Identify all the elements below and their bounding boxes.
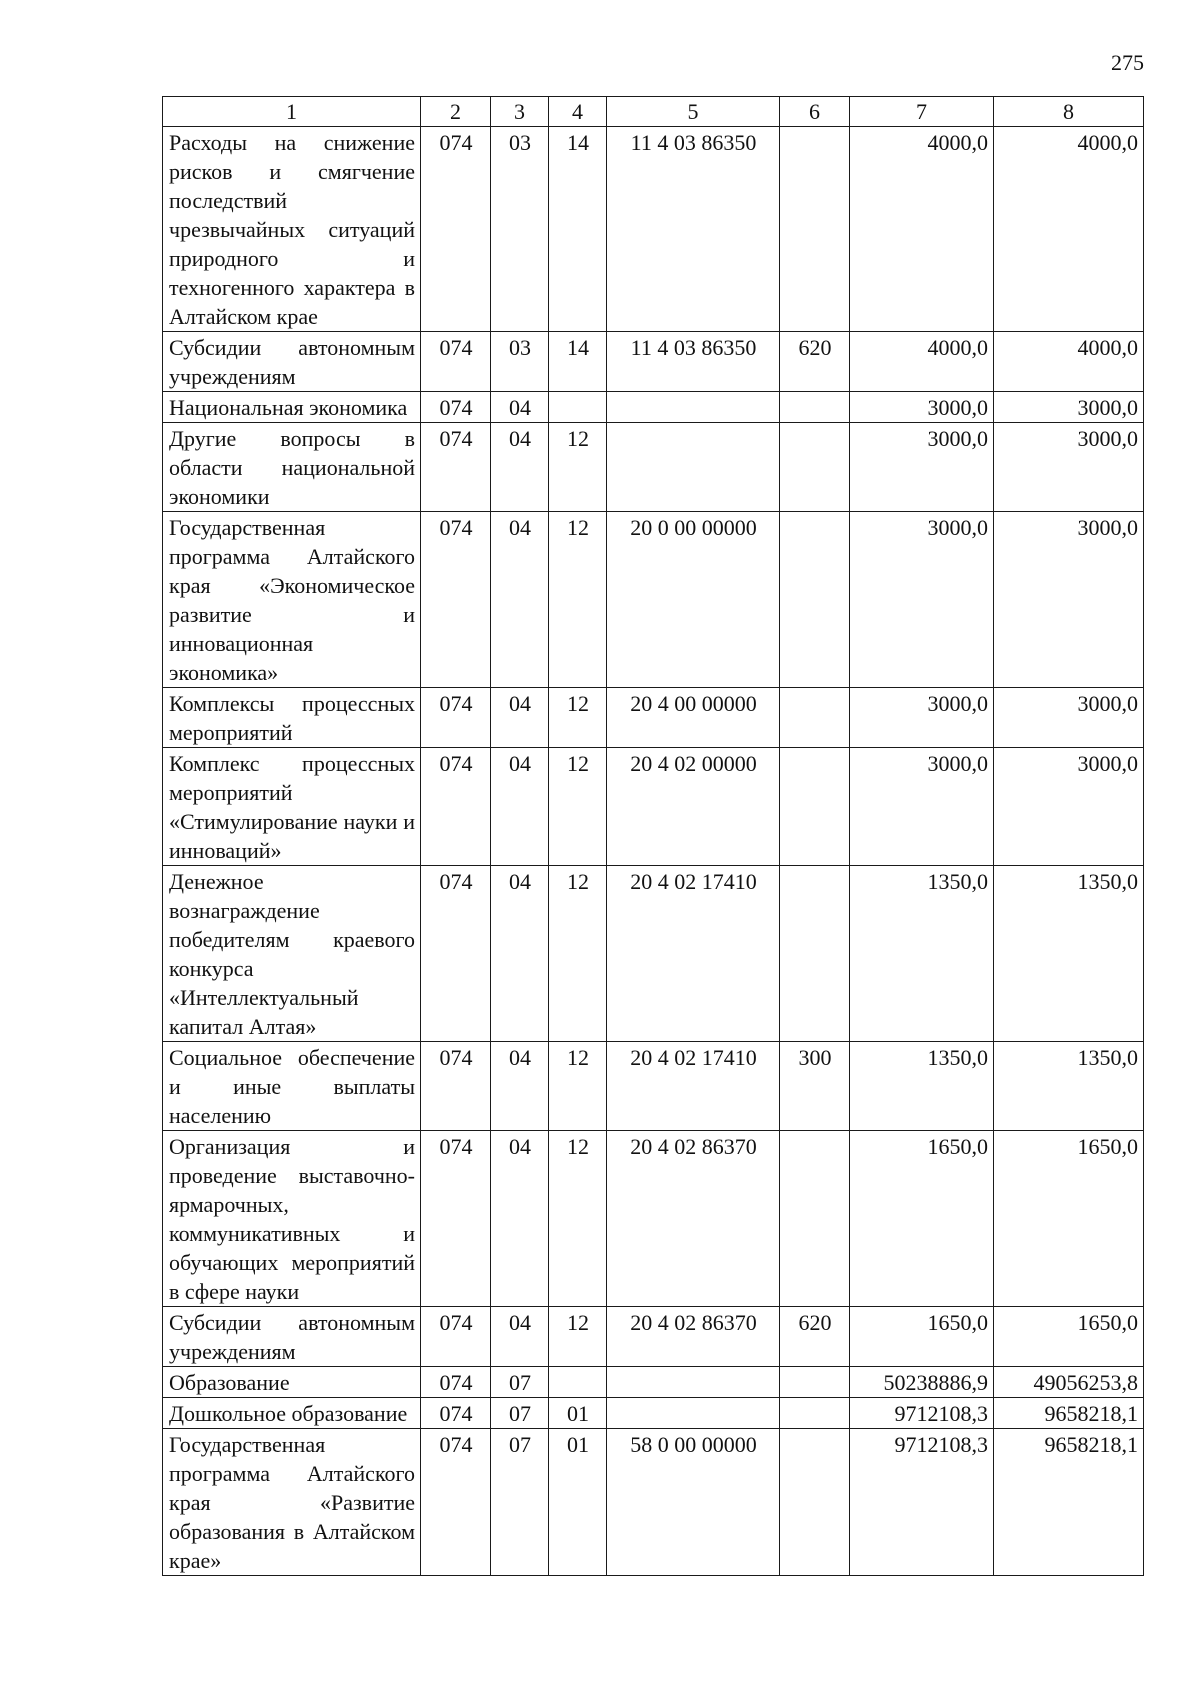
subsection-code-cell: 12: [549, 748, 607, 866]
row-name-cell: Дошкольное образование: [163, 1398, 421, 1429]
subsection-code-cell: 14: [549, 332, 607, 392]
amount-year1-cell: 4000,0: [850, 332, 994, 392]
amount-year2-cell: 9658218,1: [994, 1429, 1144, 1576]
table-row: [163, 512, 1144, 688]
expense-type-cell: [780, 512, 850, 688]
section-code-cell: 03: [491, 127, 549, 332]
amount-year1-cell: 3000,0: [850, 748, 994, 866]
table-row: [163, 392, 1144, 423]
row-name-cell: Субсидии автономным учреждениям: [163, 1307, 421, 1367]
table-row: [163, 688, 1144, 748]
header-cell-2: 2: [421, 97, 491, 127]
row-name-cell: Комплекс процессных мероприятий «Стимулирование науки и инноваций»: [163, 748, 421, 866]
section-code-cell: 04: [491, 392, 549, 423]
section-code-cell: 03: [491, 332, 549, 392]
amount-year1-cell: 3000,0: [850, 423, 994, 512]
table-row: [163, 1429, 1144, 1576]
header-cell-6: 6: [780, 97, 850, 127]
header-row: [163, 97, 1144, 127]
amount-year1-cell: 3000,0: [850, 392, 994, 423]
row-name-cell: Расходы на снижение рисков и смягчение последствий чрезвычайных ситуаций природного и техногенного характера в Алтайском крае: [163, 127, 421, 332]
target-article-cell: [607, 392, 780, 423]
section-code-cell: 04: [491, 748, 549, 866]
amount-year2-cell: 3000,0: [994, 748, 1144, 866]
section-code-cell: 04: [491, 1131, 549, 1307]
row-name-cell: Комплексы процессных мероприятий: [163, 688, 421, 748]
row-name-cell: Образование: [163, 1367, 421, 1398]
section-code-cell: 04: [491, 423, 549, 512]
subsection-code-cell: 12: [549, 512, 607, 688]
row-name-cell: Государственная программа Алтайского края «Развитие образования в Алтайском крае»: [163, 1429, 421, 1576]
amount-year2-cell: 3000,0: [994, 423, 1144, 512]
expense-type-cell: [780, 423, 850, 512]
admin-code-cell: 074: [421, 423, 491, 512]
table-row: [163, 332, 1144, 392]
admin-code-cell: 074: [421, 332, 491, 392]
amount-year2-cell: 9658218,1: [994, 1398, 1144, 1429]
expense-type-cell: [780, 392, 850, 423]
target-article-cell: 20 4 00 00000: [607, 688, 780, 748]
section-code-cell: 07: [491, 1429, 549, 1576]
row-name-cell: Денежное вознаграждение победителям краевого конкурса «Интеллектуальный капитал Алтая»: [163, 866, 421, 1042]
section-code-cell: 04: [491, 1307, 549, 1367]
admin-code-cell: 074: [421, 1042, 491, 1131]
table-body: [163, 127, 1144, 1576]
admin-code-cell: 074: [421, 1367, 491, 1398]
table-row: [163, 1307, 1144, 1367]
table-row: [163, 1367, 1144, 1398]
table-row: [163, 127, 1144, 332]
expense-type-cell: [780, 1398, 850, 1429]
header-cell-4: 4: [549, 97, 607, 127]
amount-year1-cell: 1650,0: [850, 1131, 994, 1307]
section-code-cell: 07: [491, 1398, 549, 1429]
amount-year2-cell: 4000,0: [994, 127, 1144, 332]
budget-table: [162, 96, 1144, 1576]
subsection-code-cell: 01: [549, 1398, 607, 1429]
target-article-cell: 20 4 02 00000: [607, 748, 780, 866]
subsection-code-cell: 12: [549, 688, 607, 748]
target-article-cell: 11 4 03 86350: [607, 332, 780, 392]
subsection-code-cell: 12: [549, 1131, 607, 1307]
row-name-cell: Организация и проведение выставочно-ярмарочных, коммуникативных и обучающих мероприятий в сфере науки: [163, 1131, 421, 1307]
target-article-cell: 20 4 02 86370: [607, 1307, 780, 1367]
table-row: [163, 748, 1144, 866]
subsection-code-cell: 12: [549, 866, 607, 1042]
amount-year2-cell: 3000,0: [994, 512, 1144, 688]
admin-code-cell: 074: [421, 392, 491, 423]
amount-year1-cell: 50238886,9: [850, 1367, 994, 1398]
header-cell-5: 5: [607, 97, 780, 127]
expense-type-cell: [780, 866, 850, 1042]
amount-year2-cell: 1350,0: [994, 1042, 1144, 1131]
subsection-code-cell: 12: [549, 423, 607, 512]
amount-year2-cell: 1350,0: [994, 866, 1144, 1042]
target-article-cell: 20 4 02 17410: [607, 1042, 780, 1131]
target-article-cell: [607, 1398, 780, 1429]
expense-type-cell: [780, 1367, 850, 1398]
expense-type-cell: [780, 748, 850, 866]
admin-code-cell: 074: [421, 1131, 491, 1307]
expense-type-cell: [780, 1429, 850, 1576]
expense-type-cell: 620: [780, 332, 850, 392]
amount-year2-cell: 1650,0: [994, 1307, 1144, 1367]
section-code-cell: 04: [491, 866, 549, 1042]
amount-year1-cell: 3000,0: [850, 688, 994, 748]
admin-code-cell: 074: [421, 1429, 491, 1576]
admin-code-cell: 074: [421, 748, 491, 866]
table-row: [163, 1131, 1144, 1307]
expense-type-cell: [780, 688, 850, 748]
row-name-cell: Другие вопросы в области национальной экономики: [163, 423, 421, 512]
table-row: [163, 423, 1144, 512]
section-code-cell: 04: [491, 688, 549, 748]
expense-type-cell: [780, 127, 850, 332]
admin-code-cell: 074: [421, 866, 491, 1042]
target-article-cell: 58 0 00 00000: [607, 1429, 780, 1576]
subsection-code-cell: [549, 392, 607, 423]
target-article-cell: 20 4 02 86370: [607, 1131, 780, 1307]
amount-year1-cell: 3000,0: [850, 512, 994, 688]
admin-code-cell: 074: [421, 127, 491, 332]
table-row: [163, 866, 1144, 1042]
target-article-cell: 20 4 02 17410: [607, 866, 780, 1042]
page-number: 275: [1111, 50, 1144, 75]
amount-year2-cell: 49056253,8: [994, 1367, 1144, 1398]
subsection-code-cell: 01: [549, 1429, 607, 1576]
header-cell-8: 8: [994, 97, 1144, 127]
row-name-cell: Социальное обеспечение и иные выплаты населению: [163, 1042, 421, 1131]
target-article-cell: 11 4 03 86350: [607, 127, 780, 332]
expense-type-cell: 620: [780, 1307, 850, 1367]
subsection-code-cell: 14: [549, 127, 607, 332]
section-code-cell: 04: [491, 512, 549, 688]
subsection-code-cell: 12: [549, 1042, 607, 1131]
amount-year1-cell: 1350,0: [850, 866, 994, 1042]
row-name-cell: Государственная программа Алтайского края «Экономическое развитие и инновационная экономика»: [163, 512, 421, 688]
target-article-cell: 20 0 00 00000: [607, 512, 780, 688]
subsection-code-cell: 12: [549, 1307, 607, 1367]
amount-year1-cell: 9712108,3: [850, 1398, 994, 1429]
amount-year1-cell: 1650,0: [850, 1307, 994, 1367]
admin-code-cell: 074: [421, 1398, 491, 1429]
header-cell-1: 1: [163, 97, 421, 127]
amount-year2-cell: 3000,0: [994, 392, 1144, 423]
row-name-cell: Национальная экономика: [163, 392, 421, 423]
amount-year2-cell: 4000,0: [994, 332, 1144, 392]
admin-code-cell: 074: [421, 512, 491, 688]
section-code-cell: 04: [491, 1042, 549, 1131]
expense-type-cell: [780, 1131, 850, 1307]
amount-year1-cell: 9712108,3: [850, 1429, 994, 1576]
subsection-code-cell: [549, 1367, 607, 1398]
section-code-cell: 07: [491, 1367, 549, 1398]
admin-code-cell: 074: [421, 1307, 491, 1367]
row-name-cell: Субсидии автономным учреждениям: [163, 332, 421, 392]
amount-year2-cell: 3000,0: [994, 688, 1144, 748]
header-cell-3: 3: [491, 97, 549, 127]
amount-year1-cell: 4000,0: [850, 127, 994, 332]
amount-year1-cell: 1350,0: [850, 1042, 994, 1131]
amount-year2-cell: 1650,0: [994, 1131, 1144, 1307]
table-row: [163, 1398, 1144, 1429]
header-cell-7: 7: [850, 97, 994, 127]
table-row: [163, 1042, 1144, 1131]
expense-type-cell: 300: [780, 1042, 850, 1131]
target-article-cell: [607, 1367, 780, 1398]
target-article-cell: [607, 423, 780, 512]
admin-code-cell: 074: [421, 688, 491, 748]
